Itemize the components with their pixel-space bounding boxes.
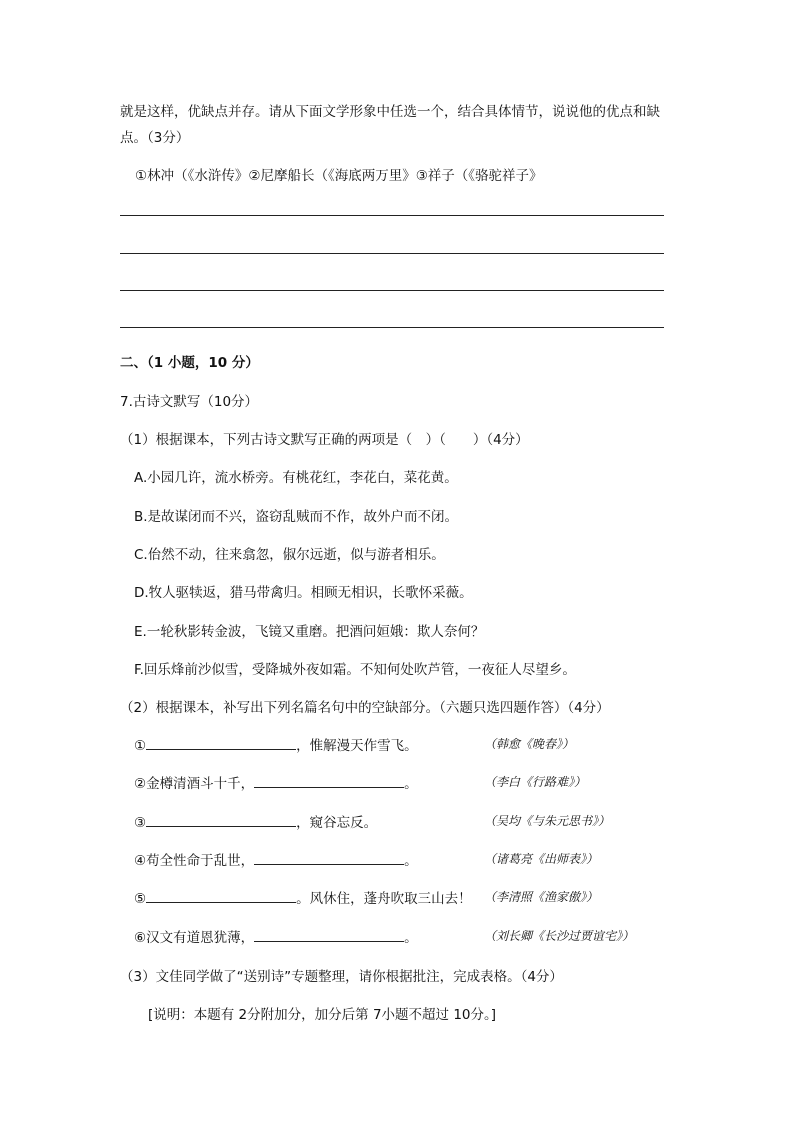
fill-pre: ④苟全性命于乱世，: [134, 853, 255, 869]
intro-line-1: 就是这样，优缺点并存。请从下面文学形象中任选一个，结合具体情节，说说他的优点和缺: [120, 104, 660, 120]
choice-d: D.牧人驱犊返，猎马带禽归。相顾无相识，长歌怀采薇。: [134, 585, 473, 601]
choice-e: E.一轮秋影转金波，飞镜又重磨。把酒问姮娥：欺人奈何？: [134, 624, 485, 640]
fill-pre: ②金樽清酒斗十千，: [134, 776, 255, 792]
fill-pre: ⑤: [134, 891, 147, 907]
choice-f: F.回乐烽前沙似雪，受降城外夜如霜。不知何处吹芦管，一夜征人尽望乡。: [134, 662, 576, 678]
fill-post: ，窥谷忘反。: [296, 815, 378, 831]
answer-line[interactable]: [120, 253, 664, 254]
fill-post: 。: [404, 853, 418, 869]
choice-b: B.是故谋闭而不兴，盗窃乱贼而不作，故外户而不闭。: [134, 509, 459, 525]
fill-item-5: [134, 887, 472, 907]
sub-question-3-note: [说明：本题有 2分附加分，加分后第 7小题不超过 10分。]: [148, 1007, 497, 1023]
fill-pre: ⑥汉文有道恩犹薄，: [134, 930, 255, 946]
fill-source-4: （诸葛亮《出师表》）: [484, 852, 599, 866]
fill-pre: ③: [134, 815, 147, 831]
fill-blank[interactable]: [254, 850, 404, 865]
fill-post: 。风休住，蓬舟吹取三山去！: [296, 891, 472, 907]
sub-question-1-prompt: （1）根据课本，下列古诗文默写正确的两项是（ ）（ ）（4分）: [120, 432, 529, 448]
fill-post: 。: [404, 930, 418, 946]
fill-pre: ①: [134, 738, 147, 754]
fill-item-6: [134, 926, 418, 946]
fill-post: ，惟解漫天作雪飞。: [296, 738, 418, 754]
fill-source-3: （吴均《与朱元思书》）: [484, 814, 611, 828]
fill-source-1: （韩愈《晚春》）: [484, 737, 575, 751]
fill-blank[interactable]: [254, 773, 404, 788]
fill-item-2: [134, 772, 418, 792]
fill-source-2: （李白《行路难》）: [484, 775, 587, 789]
fill-blank[interactable]: [146, 735, 296, 750]
sub-question-2-prompt: （2）根据课本，补写出下列名篇名句中的空缺部分。（六题只选四题作答）（4分）: [120, 700, 610, 716]
answer-line[interactable]: [120, 290, 664, 291]
intro-line-2: 点。（3分）: [120, 130, 190, 146]
fill-blank[interactable]: [146, 888, 296, 903]
question-7-title: 7.古诗文默写（10分）: [120, 394, 259, 410]
fill-item-1: [134, 734, 418, 754]
fill-blank[interactable]: [146, 812, 296, 827]
fill-source-6: （刘长卿《长沙过贾谊宅》）: [484, 929, 635, 943]
choice-a: A.小园几许，流水桥旁。有桃花红，李花白，菜花黄。: [134, 470, 458, 486]
fill-item-3: [134, 811, 377, 831]
fill-post: 。: [404, 776, 418, 792]
choice-c: C.佁然不动，往来翕忽，俶尔远逝，似与游者相乐。: [134, 547, 445, 563]
character-options: ①林冲（《水浒传》②尼摩船长（《海底两万里》③祥子（《骆驼祥子》: [135, 168, 543, 184]
fill-item-4: [134, 849, 418, 869]
fill-source-5: （李清照《渔家傲》）: [484, 890, 599, 904]
fill-blank[interactable]: [254, 927, 404, 942]
answer-line[interactable]: [120, 327, 664, 328]
sub-question-3-prompt: （3）文佳同学做了“送别诗”专题整理，请你根据批注，完成表格。（4分）: [120, 969, 563, 985]
answer-line[interactable]: [120, 215, 664, 216]
section-title: 二、（1 小题，10 分）: [120, 355, 259, 371]
